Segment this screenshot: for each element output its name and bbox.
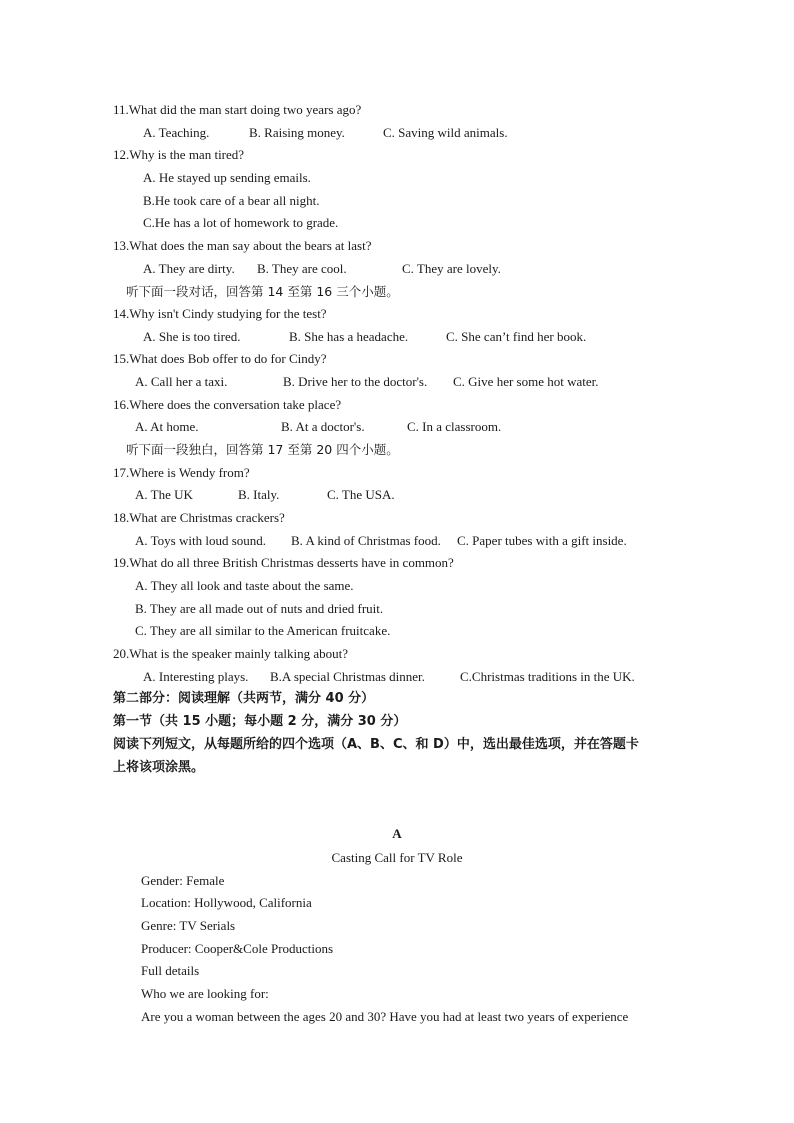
- q18-option-a: A. Toys with loud sound.: [135, 533, 267, 548]
- q20-option-a: A. Interesting plays.: [143, 669, 249, 684]
- instruction-line-2: 上将该项涂黑。: [113, 760, 205, 775]
- q19-option-a: A. They all look and taste about the same.: [135, 578, 354, 593]
- q15-option-a: A. Call her a taxi.: [135, 374, 228, 389]
- q19-option-b: B. They are all made out of nuts and dried fruit.: [135, 601, 384, 616]
- q15-option-c: C. Give her some hot water.: [453, 374, 599, 389]
- q18-stem: 18.What are Christmas crackers?: [113, 510, 285, 525]
- passage-title: Casting Call for TV Role: [331, 850, 463, 865]
- q17-option-a: A. The UK: [135, 487, 193, 502]
- q14-option-c: C. She can’t find her book.: [446, 329, 587, 344]
- passage-location: Location: Hollywood, California: [141, 895, 312, 910]
- passage-paragraph: Are you a woman between the ages 20 and 30? Have you had at least two years of experience: [141, 1009, 629, 1024]
- instruction-14-16: 听下面一段对话，回答第 14 至第 16 三个小题。: [126, 284, 399, 299]
- q20-option-b: B.A special Christmas dinner.: [270, 669, 425, 684]
- q13-option-b: B. They are cool.: [257, 261, 347, 276]
- q16-option-a: A. At home.: [135, 419, 199, 434]
- q19-stem: 19.What do all three British Christmas desserts have in common?: [113, 555, 454, 570]
- q17-option-b: B. Italy.: [238, 487, 280, 502]
- q18-option-b: B. A kind of Christmas food.: [291, 533, 441, 548]
- q11-option-a: A. Teaching.: [143, 125, 210, 140]
- q19-option-c: C. They are all similar to the American fruitcake.: [135, 623, 391, 638]
- q12-stem: 12.Why is the man tired?: [113, 147, 245, 162]
- q17-option-c: C. The USA.: [327, 487, 395, 502]
- passage-details: Full details: [141, 963, 200, 978]
- q14-stem: 14.Why isn't Cindy studying for the test?: [113, 306, 327, 321]
- q12-option-c: C.He has a lot of homework to grade.: [143, 215, 339, 230]
- q16-option-c: C. In a classroom.: [407, 419, 502, 434]
- q15-stem: 15.What does Bob offer to do for Cindy?: [113, 351, 327, 366]
- q17-stem: 17.Where is Wendy from?: [113, 465, 250, 480]
- passage-looking-for: Who we are looking for:: [141, 986, 269, 1001]
- q12-option-a: A. He stayed up sending emails.: [143, 170, 311, 185]
- q13-option-c: C. They are lovely.: [402, 261, 501, 276]
- instruction-17-20: 听下面一段独白，回答第 17 至第 20 四个小题。: [126, 442, 399, 457]
- passage-genre: Genre: TV Serials: [141, 918, 236, 933]
- q16-option-b: B. At a doctor's.: [281, 419, 365, 434]
- section1-heading: 第一节（共 15 小题；每小题 2 分，满分 30 分）: [113, 714, 407, 729]
- passage-label: A: [392, 826, 402, 841]
- part2-title: 第二部分：阅读理解（共两节，满分 40 分）: [113, 691, 375, 706]
- q15-option-b: B. Drive her to the doctor's.: [283, 374, 428, 389]
- q13-option-a: A. They are dirty.: [143, 261, 235, 276]
- passage-producer: Producer: Cooper&Cole Productions: [141, 941, 334, 956]
- q20-stem: 20.What is the speaker mainly talking about?: [113, 646, 349, 661]
- q16-stem: 16.Where does the conversation take place?: [113, 397, 342, 412]
- q14-option-b: B. She has a headache.: [289, 329, 409, 344]
- q20-option-c: C.Christmas traditions in the UK.: [460, 669, 635, 684]
- q14-option-a: A. She is too tired.: [143, 329, 241, 344]
- q11-option-b: B. Raising money.: [249, 125, 345, 140]
- q18-option-c: C. Paper tubes with a gift inside.: [457, 533, 627, 548]
- passage-gender: Gender: Female: [141, 873, 225, 888]
- q11-stem: 11.What did the man start doing two years ago?: [113, 102, 362, 117]
- q12-option-b: B.He took care of a bear all night.: [143, 193, 320, 208]
- q11-option-c: C. Saving wild animals.: [383, 125, 508, 140]
- instruction-line-1: 阅读下列短文，从每题所给的四个选项（A、B、C、和 D）中，选出最佳选项，并在答题卡: [113, 737, 639, 752]
- q13-stem: 13.What does the man say about the bears at last?: [113, 238, 372, 253]
